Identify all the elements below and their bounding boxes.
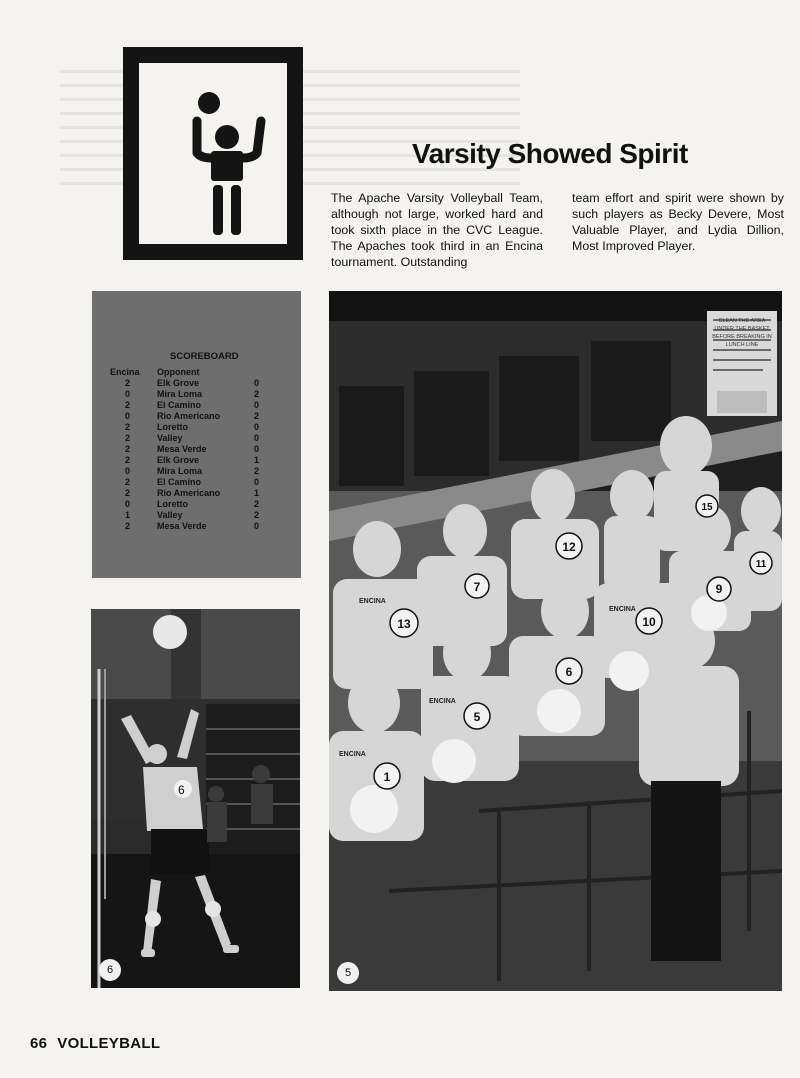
scoreboard-row: 2 Loretto 0: [125, 422, 260, 432]
action-photo: [91, 609, 300, 988]
jersey-number: 12: [562, 540, 576, 554]
scoreboard-title: SCOREBOARD: [170, 351, 239, 362]
section-name: VOLLEYBALL: [57, 1035, 161, 1052]
intro-paragraph-col1: The Apache Varsity Volleyball Team, although not large, worked hard and took sixth place in the CVC League. The Apaches took third in an Encina tournament. Outstanding: [331, 191, 543, 269]
scoreboard-row: 0 Mira Loma 2: [125, 389, 260, 399]
photo-number-badge: 6: [99, 959, 121, 981]
player-silhouette-icon: [139, 63, 287, 244]
jersey-number: 13: [397, 617, 411, 631]
volleyball-player-icon: [123, 47, 303, 260]
jersey-number: 15: [701, 502, 713, 513]
scoreboard-col-opponent: Opponent: [157, 367, 200, 377]
scoreboard-row: 2 Elk Grove 0: [125, 378, 260, 388]
scoreboard-row: 2 Mesa Verde 0: [125, 444, 260, 454]
intro-paragraph-col2: team effort and spirit were shown by such players as Becky Devere, Most Valuable Player, and Lydia Dillion, Most Improved Player.: [572, 191, 784, 253]
jersey-lettering: ENCINA: [339, 751, 366, 758]
scoreboard-row: 2 El Camino 0: [125, 477, 260, 487]
jersey-number: 7: [473, 580, 481, 594]
page-footer: [30, 1035, 160, 1052]
scoreboard-row: 2 Valley 0: [125, 433, 260, 443]
jersey-number: 6: [565, 665, 573, 679]
team-photo: [329, 291, 782, 991]
jersey-lettering: ENCINA: [609, 606, 636, 613]
scoreboard-panel: [92, 291, 301, 578]
scoreboard-row: 2 Rio Americano 1: [125, 488, 260, 498]
svg-text:6: 6: [178, 783, 185, 797]
jersey-number: 10: [642, 615, 656, 629]
jersey-number: 5: [473, 710, 481, 724]
scoreboard-row: 2 Mesa Verde 0: [125, 521, 260, 531]
gym-wall-sign: CLEAN THE AREA UNDER THE BASKET BEFORE BREAKING IN LUNCH LINE: [712, 318, 772, 348]
scoreboard-row: 0 Rio Americano 2: [125, 411, 260, 421]
scoreboard-col-encina: Encina: [110, 367, 140, 377]
scoreboard-row: 0 Mira Loma 2: [125, 466, 260, 476]
photo-number-badge: 5: [337, 962, 359, 984]
scoreboard-row: 1 Valley 2: [125, 510, 260, 520]
scoreboard-row: 0 Loretto 2: [125, 499, 260, 509]
jersey-number: 9: [715, 582, 723, 596]
scoreboard-row: 2 El Camino 0: [125, 400, 260, 410]
scoreboard-row: 2 Elk Grove 1: [125, 455, 260, 465]
jersey-number: 11: [755, 559, 767, 570]
jersey-lettering: ENCINA: [429, 698, 456, 705]
page-number: 66: [30, 1035, 48, 1052]
jersey-number: 1: [383, 770, 391, 784]
page-title: Varsity Showed Spirit: [412, 138, 688, 169]
jersey-lettering: ENCINA: [359, 598, 386, 605]
